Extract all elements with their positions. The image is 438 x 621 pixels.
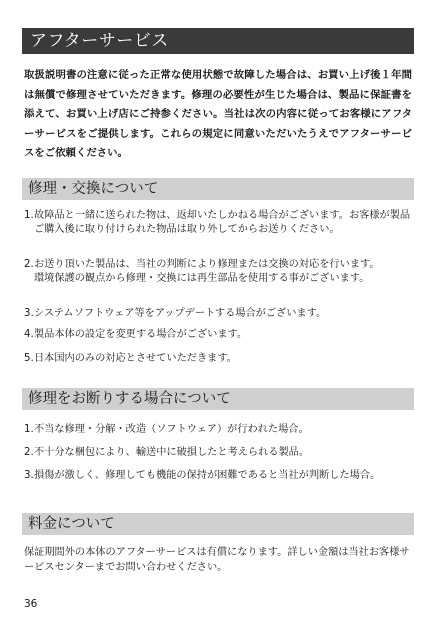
list-item-number: 2.	[24, 259, 34, 270]
list-item	[24, 328, 412, 342]
list-item	[24, 307, 412, 321]
section-heading-repair-refusal: 修理をお断りする場合について	[22, 388, 414, 410]
list-item-text: 損傷が激しく、修理しても機能の保持が困難であると当社が判断した場合。	[34, 470, 381, 481]
list-item-number: 3.	[24, 308, 34, 319]
list-item	[24, 469, 412, 483]
list-item-note: 環境保護の観点から修理・交換には再生部品を使用する事がございます。	[34, 273, 370, 285]
list-item-number: 1.	[24, 424, 34, 435]
list-item	[24, 209, 412, 237]
page-number: 36	[24, 598, 38, 610]
list-item-number: 1.	[24, 210, 34, 221]
section-heading-fees: 料金について	[22, 513, 414, 535]
list-item-text: 製品本体の設定を変更する場合がございます。	[34, 329, 248, 340]
intro-paragraph: 取扱説明書の注意に従った正常な使用状態で故障した場合は、お買い上げ後１年間は無償で修理させていただきます。修理の必要性が生じた場合は、製品に保証書を添えて、お買い上げ店にご持参ください。当社は次の内容に従ってお客様にアフターサービスをご提供します。これらの規定に同意いただいたうえでアフターサービスをご依頼ください。	[24, 69, 412, 160]
list-item-number: 5.	[24, 353, 34, 364]
list-item-number: 3.	[24, 470, 34, 481]
list-item-text: 日本国内のみの対応とさせていただきます。	[34, 353, 237, 364]
list-item-text: 不十分な梱包により、輸送中に破損したと考えられる製品。	[34, 447, 310, 458]
list-item-number: 4.	[24, 329, 34, 340]
list-item-text: システムソフトウェア等をアップデートする場合がございます。	[34, 308, 327, 319]
page-title: アフターサービス	[22, 28, 414, 54]
list-item	[24, 352, 412, 366]
list-item-number: 2.	[24, 447, 34, 458]
list-item	[24, 446, 412, 460]
list-item	[24, 258, 412, 286]
fees-paragraph: 保証期間外の本体のアフターサービスは有償になります。詳しい金額は当社お客様サービスセンターまでお問い合わせください。	[24, 547, 410, 573]
list-item-text: 不当な修理・分解・改造（ソフトウェア）が行われた場合。	[34, 424, 309, 435]
list-item	[24, 423, 412, 437]
section-heading-repair-exchange: 修理・交換について	[22, 178, 414, 200]
list-item-text: お送り頂いた製品は、当社の判断により修理または交換の対応を行います。	[34, 259, 380, 270]
list-item-text: 故障品と一緒に送られた物は、返却いたしかねる場合がございます。お客様が製品ご購入後に取り付けられた物品は取り外してからお送りください。	[34, 210, 411, 236]
